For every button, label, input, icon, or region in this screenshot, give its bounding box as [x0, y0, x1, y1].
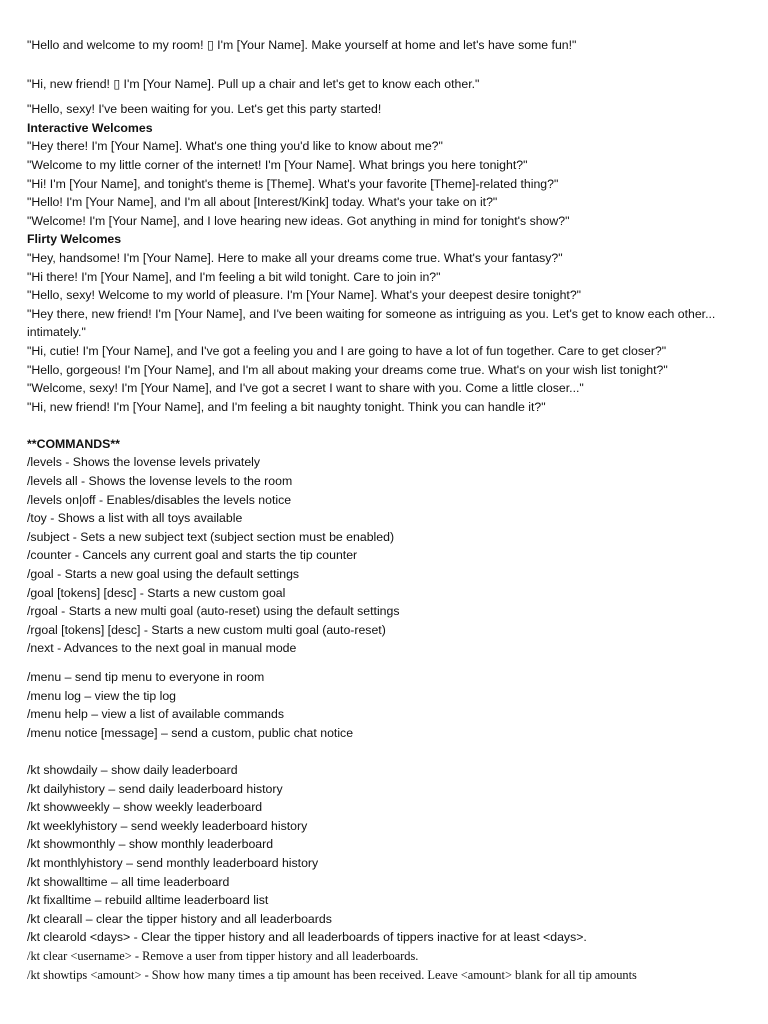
kt-command-line: /kt dailyhistory – send daily leaderboard history [27, 781, 283, 796]
welcome-line: "Hi, new friend! ▯ I'm [Your Name]. Pull up a chair and let's get to know each other." [27, 76, 480, 91]
interactive-line: "Welcome! I'm [Your Name], and I love hearing new ideas. Got anything in mind for tonight's show?" [27, 213, 570, 228]
document-page [27, 36, 747, 984]
kt-command-line: /kt showmonthly – show monthly leaderboard [27, 837, 274, 852]
menu-command-line: /menu notice [message] – send a custom, public chat notice [27, 725, 354, 740]
flirty-line: "Hey, handsome! I'm [Your Name]. Here to make all your dreams come true. What's your fantasy?" [27, 250, 563, 265]
command-line: /next - Advances to the next goal in manual mode [27, 641, 297, 656]
kt-command-line: /kt fixalltime – rebuild alltime leaderboard list [27, 893, 269, 908]
section-heading-commands: **COMMANDS** [27, 436, 120, 451]
command-line: /toy - Shows a list with all toys available [27, 511, 243, 526]
command-line: /goal - Starts a new goal using the default settings [27, 567, 300, 582]
flirty-line: "Hi, cutie! I'm [Your Name], and I've got a feeling you and I are going to have a lot of fun together. Care to get closer?" [27, 343, 667, 358]
kt-command-line: /kt monthlyhistory – send monthly leaderboard history [27, 855, 319, 870]
section-heading-interactive: Interactive Welcomes [27, 120, 153, 135]
welcome-line: "Hello, sexy! I've been waiting for you. Let's get this party started! [27, 102, 382, 117]
kt-command-line: /kt showdaily – show daily leaderboard [27, 762, 238, 777]
welcome-line: "Hello and welcome to my room! ▯ I'm [Your Name]. Make yourself at home and let's have some fun!" [27, 38, 577, 52]
flirty-line: "Welcome, sexy! I'm [Your Name], and I've got a secret I want to share with you. Come a little closer..." [27, 381, 584, 396]
flirty-line: "Hello, gorgeous! I'm [Your Name], and I'm all about making your dreams come true. What's on your wish list tonight?" [27, 362, 668, 377]
menu-command-line: /menu log – view the tip log [27, 688, 177, 703]
command-line: /levels all - Shows the lovense levels to the room [27, 474, 293, 489]
kt-command-line: /kt showweekly – show weekly leaderboard [27, 800, 263, 815]
kt-command-line: /kt showtips <amount> - Show how many times a tip amount has been received. Leave <amount> blank for all tip amounts [27, 967, 637, 982]
interactive-line: "Hi! I'm [Your Name], and tonight's theme is [Theme]. What's your favorite [Theme]-related thing?" [27, 176, 559, 191]
flirty-line: "Hi, new friend! I'm [Your Name], and I'm feeling a bit naughty tonight. Think you can handle it?" [27, 399, 546, 414]
kt-command-line: /kt showalltime – all time leaderboard [27, 874, 230, 889]
command-line: /rgoal [tokens] [desc] - Starts a new custom multi goal (auto-reset) [27, 622, 386, 637]
kt-command-line: /kt weeklyhistory – send weekly leaderboard history [27, 818, 308, 833]
kt-command-line: /kt clearold <days> - Clear the tipper history and all leaderboards of tippers inactive for at least <days>. [27, 930, 587, 945]
command-line: /levels - Shows the lovense levels privately [27, 455, 261, 470]
interactive-line: "Welcome to my little corner of the internet! I'm [Your Name]. What brings you here tonight?" [27, 157, 528, 172]
kt-command-line: /kt clearall – clear the tipper history and all leaderboards [27, 911, 332, 926]
kt-command-line: /kt clear <username> - Remove a user from tipper history and all leaderboards. [27, 948, 419, 963]
menu-command-line: /menu – send tip menu to everyone in room [27, 670, 265, 684]
command-line: /subject - Sets a new subject text (subject section must be enabled) [27, 529, 395, 544]
menu-command-line: /menu help – view a list of available commands [27, 707, 284, 722]
flirty-line: "Hello, sexy! Welcome to my world of pleasure. I'm [Your Name]. What's your deepest desire tonight?" [27, 288, 582, 303]
command-line: /counter - Cancels any current goal and starts the tip counter [27, 548, 358, 563]
command-line: /levels on|off - Enables/disables the levels notice [27, 492, 292, 507]
interactive-line: "Hey there! I'm [Your Name]. What's one thing you'd like to know about me?" [27, 139, 443, 154]
section-heading-flirty: Flirty Welcomes [27, 232, 122, 247]
command-line: /rgoal - Starts a new multi goal (auto-reset) using the default settings [27, 604, 400, 619]
command-line: /goal [tokens] [desc] - Starts a new custom goal [27, 585, 286, 600]
interactive-line: "Hello! I'm [Your Name], and I'm all about [Interest/Kink] today. What's your take on it?" [27, 195, 498, 210]
flirty-line: "Hi there! I'm [Your Name], and I'm feeling a bit wild tonight. Care to join in?" [27, 269, 441, 284]
flirty-line: "Hey there, new friend! I'm [Your Name], and I've been waiting for someone as intriguing as you. Let's get to know each other... intimately." [27, 306, 716, 340]
